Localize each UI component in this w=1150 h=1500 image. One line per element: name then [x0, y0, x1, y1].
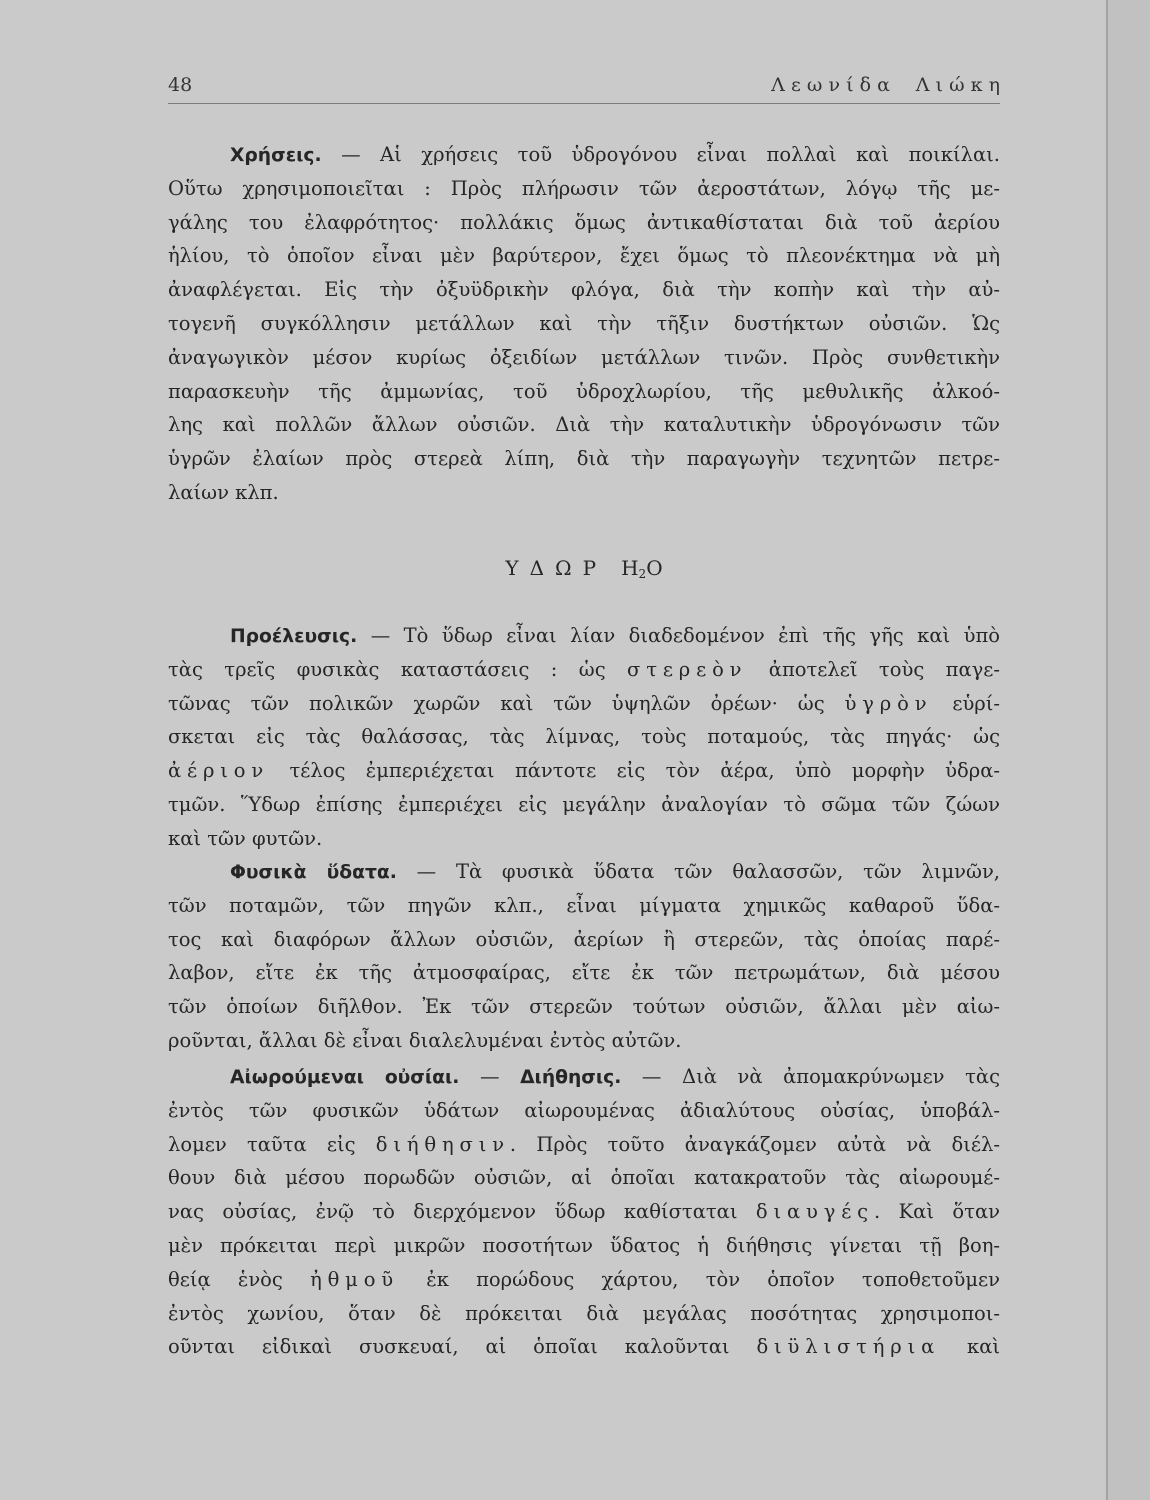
text-line: [168, 653, 1000, 687]
text-line: λαίων κλπ.: [168, 480, 279, 504]
text-line: σκεται εἰς τὰς θαλάσσας, τὰς λίμνας, τοὺς ποταμούς, τὰς πηγάς· ὡς: [168, 725, 1000, 749]
text-line: [168, 1128, 1000, 1162]
heading-water-name: ΥΔΩΡ: [505, 556, 608, 580]
text-line: [168, 138, 1000, 172]
paragraph-suspended-substances: [168, 1060, 1000, 1364]
line-text: τὰς τρεῖς φυσικὰς καταστάσεις : ὡς: [168, 657, 628, 681]
text-line: μὲν πρόκειται περὶ μικρῶν ποσοτήτων ὕδατος ἡ διήθησις γίνεται τῇ βοη-: [168, 1233, 1000, 1257]
title-separator: —: [459, 1065, 521, 1088]
text-line: τογενῆ συγκόλλησιν μετάλλων καὶ τὴν τῆξιν δυστήκτων οὐσιῶν. Ὡς: [168, 311, 1000, 335]
line-text: ἀποτελεῖ τοὺς παγε-: [747, 657, 1000, 681]
paragraph-origin: [168, 619, 1000, 856]
spaced-term: διαυγές: [755, 1200, 874, 1224]
spaced-term: ἀέριον: [168, 759, 270, 783]
line-text: — Διὰ νὰ ἀπομακρύνωμεν τὰς: [621, 1065, 1000, 1088]
water-formula: [621, 556, 663, 580]
text-line: [168, 1330, 1000, 1364]
line-text: οῦνται εἰδικαὶ συσκευαί, αἱ ὁποῖαι καλοῦνται: [168, 1335, 757, 1359]
text-line: [168, 687, 1000, 721]
formula-base: H: [621, 556, 639, 580]
text-line: [168, 1195, 1000, 1229]
paragraph-title: Χρήσεις.: [230, 145, 322, 166]
running-title: Λεωνίδα Λιώκη: [771, 74, 1007, 96]
line-text: θείᾳ ἑνὸς: [168, 1267, 311, 1291]
page-edge: [1106, 0, 1150, 1500]
spaced-term: διήθησιν: [375, 1132, 510, 1156]
line-text: — Τὸ ὕδωρ εἶναι λίαν διαδεδομένον ἐπὶ τῆς γῆς καὶ ὑπὸ: [357, 624, 1000, 647]
line-text: . Καὶ ὅταν: [873, 1200, 1000, 1224]
text-line: ἐντὸς χωνίου, ὅταν δὲ πρόκειται διὰ μεγάλας ποσότητας χρησιμοποι-: [168, 1301, 1000, 1325]
line-text: καὶ: [940, 1335, 1001, 1359]
text-line: θουν διὰ μέσου πορωδῶν οὐσιῶν, αἱ ὁποῖαι κατακρατοῦν τὰς αἰωρουμέ-: [168, 1166, 1000, 1190]
paragraph-title: Προέλευσις.: [230, 626, 358, 647]
spaced-term: στερεὸν: [627, 657, 748, 681]
running-header: [168, 70, 1007, 100]
text-line: παρασκευὴν τῆς ἀμμωνίας, τοῦ ὑδροχλωρίου, τῆς μεθυλικῆς ἀλκοό-: [168, 379, 1000, 403]
header-rule: [168, 103, 1000, 104]
text-line: ἡλίου, τὸ ὁποῖον εἶναι μὲν βαρύτερον, ἔχει ὅμως τὸ πλεονέκτημα νὰ μὴ: [168, 244, 1000, 268]
formula-tail: O: [646, 556, 663, 580]
paragraph-title: Αἰωρούμεναι οὐσίαι.: [230, 1067, 460, 1088]
text-line: [168, 619, 1000, 653]
spaced-term: διϋλιστήρια: [756, 1335, 941, 1359]
line-text: ἐκ πορώδους χάρτου, τὸν ὁποῖον τοποθετοῦμεν: [399, 1267, 1000, 1291]
text-line: τῶν ποταμῶν, τῶν πηγῶν κλπ., εἶναι μίγματα χημικῶς καθαροῦ ὕδα-: [168, 893, 1000, 917]
text-line: τμῶν. Ὕδωρ ἐπίσης ἐμπεριέχει εἰς μεγάλην ἀναλογίαν τὸ σῶμα τῶν ζώων: [168, 792, 1000, 816]
text-line: λης καὶ πολλῶν ἄλλων οὐσιῶν. Διὰ τὴν καταλυτικὴν ὑδρογόνωσιν τῶν: [168, 413, 1000, 437]
text-line: [168, 1263, 1000, 1297]
text-line: [168, 754, 1000, 788]
paragraph-natural-waters: [168, 855, 1000, 1058]
section-heading-water: [168, 551, 1000, 585]
paragraph-uses: [168, 138, 1000, 510]
text-line: [168, 855, 1000, 889]
text-line: ὑγρῶν ἐλαίων πρὸς στερεὰ λίπη, διὰ τὴν παραγωγὴν τεχνητῶν πετρε-: [168, 447, 1000, 471]
text-line: τῶν ὁποίων διῆλθον. Ἐκ τῶν στερεῶν τούτων οὐσιῶν, ἄλλαι μὲν αἰω-: [168, 995, 1000, 1019]
line-text: — Τὰ φυσικὰ ὕδατα τῶν θαλασσῶν, τῶν λιμνῶν,: [396, 860, 1000, 883]
spaced-term: ἠθμοῦ: [310, 1267, 400, 1291]
line-text: τῶνας τῶν πολικῶν χωρῶν καὶ τῶν ὑψηλῶν ὀρέων· ὡς: [168, 691, 845, 715]
text-line: γάλης του ἐλαφρότητος· πολλάκις ὅμως ἀντικαθίσταται διὰ τοῦ ἀερίου: [168, 210, 1000, 234]
text-line: ἀναγωγικὸν μέσον κυρίως ὀξειδίων μετάλλων τινῶν. Πρὸς συνθετικὴν: [168, 345, 1000, 369]
text-line: ἐντὸς τῶν φυσικῶν ὑδάτων αἰωρουμένας ἀδιαλύτους οὐσίας, ὑποβάλ-: [168, 1098, 1000, 1122]
line-text: λομεν ταῦτα εἰς: [168, 1132, 376, 1156]
paragraph-subtitle: Διήθησις.: [520, 1067, 622, 1088]
text-line: Οὕτω χρησιμοποιεῖται : Πρὸς πλήρωσιν τῶν ἀεροστάτων, λόγῳ τῆς με-: [168, 176, 1000, 200]
formula-subscript: 2: [638, 567, 647, 581]
page-number: 48: [168, 74, 193, 96]
text-line: τος καὶ διαφόρων ἄλλων οὐσιῶν, ἀερίων ἢ στερεῶν, τὰς ὁποίας παρέ-: [168, 927, 1000, 951]
line-text: τέλος ἐμπεριέχεται πάντοτε εἰς τὸν ἀέρα, ὑπὸ μορφὴν ὑδρα-: [269, 759, 1000, 783]
text-line: λαβον, εἴτε ἐκ τῆς ἀτμοσφαίρας, εἴτε ἐκ τῶν πετρωμάτων, διὰ μέσου: [168, 961, 1000, 985]
line-text: εὑρί-: [932, 691, 1000, 715]
line-text: — Αἱ χρήσεις τοῦ ὑδρογόνου εἶναι πολλαὶ καὶ ποικίλαι.: [321, 143, 1000, 166]
line-text: . Πρὸς τοῦτο ἀναγκάζομεν αὐτὰ νὰ διέλ-: [509, 1132, 1000, 1156]
text-line: [168, 1060, 1000, 1094]
spaced-term: ὑγρὸν: [844, 691, 933, 715]
text-line: ροῦνται, ἄλλαι δὲ εἶναι διαλελυμέναι ἐντὸς αὐτῶν.: [168, 1028, 682, 1052]
text-line: καὶ τῶν φυτῶν.: [168, 826, 323, 850]
text-line: ἀναφλέγεται. Εἰς τὴν ὀξυϋδρικὴν φλόγα, διὰ τὴν κοπὴν καὶ τὴν αὐ-: [168, 278, 1000, 302]
line-text: νας οὐσίας, ἐνῷ τὸ διερχόμενον ὕδωρ καθίσταται: [168, 1200, 756, 1224]
paragraph-title: Φυσικὰ ὕδατα.: [230, 862, 397, 883]
